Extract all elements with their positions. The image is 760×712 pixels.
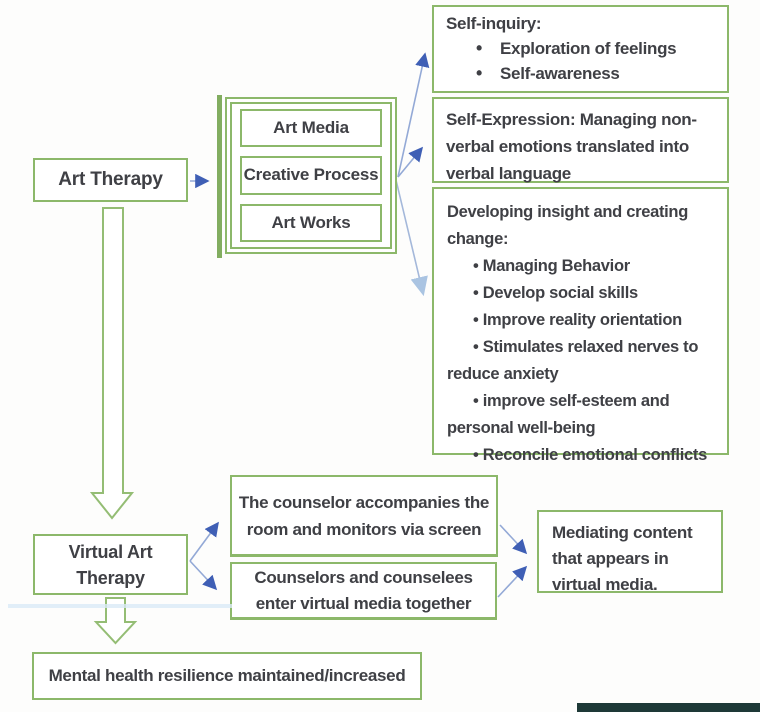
scan-streak-artifact xyxy=(8,604,232,608)
process-group-box xyxy=(225,97,397,254)
developing-line: reduce anxiety xyxy=(447,365,559,383)
developing-line: Developing insight and creating xyxy=(447,203,688,221)
arrow-vat-to-counselor-screen xyxy=(190,523,218,561)
counselor-together-box xyxy=(230,562,497,620)
arrow-process-to-self-inquiry xyxy=(398,54,425,177)
developing-line: personal well-being xyxy=(447,419,596,437)
developing-bullet: • Stimulates relaxed nerves to xyxy=(473,334,717,361)
counselor-together-line: Counselors and counselees xyxy=(254,567,473,587)
block-down-arrow-long xyxy=(92,208,132,518)
process-group-inner-box xyxy=(230,102,392,249)
scan-artifact-bar xyxy=(577,703,760,712)
developing-bullet: • Managing Behavior xyxy=(473,253,717,280)
mediating-line: virtual media. xyxy=(552,575,658,594)
arrow-process-to-self-expression xyxy=(398,148,422,177)
counselor-screen-line: room and monitors via screen xyxy=(246,519,482,539)
arrow-vat-to-counselor-together xyxy=(190,561,216,589)
developing-bullet: • improve self-esteem and xyxy=(473,388,717,415)
developing-bullet: • Reconcile emotional conflicts xyxy=(473,442,717,469)
developing-bullet: • Develop social skills xyxy=(473,280,717,307)
virtual-art-therapy-line: Therapy xyxy=(76,567,145,588)
developing-bullet: • Improve reality orientation xyxy=(473,307,717,334)
mediating-line: that appears in xyxy=(552,549,669,568)
virtual-art-therapy-line: Virtual Art xyxy=(68,541,153,562)
self-inquiry-bullet: • Exploration of feelings xyxy=(476,36,715,61)
self-expression-line: Self-Expression: Managing non- xyxy=(446,110,697,129)
developing-insight-box xyxy=(432,187,729,464)
process-item-art-works: Art Works xyxy=(240,204,382,242)
process-item-creative-process: Creative Process xyxy=(240,156,382,194)
counselor-screen-box xyxy=(230,475,498,557)
self-inquiry-title: Self-inquiry: xyxy=(446,14,542,33)
self-inquiry-box xyxy=(432,5,729,93)
mediating-line: Mediating content xyxy=(552,523,693,542)
arrow-process-to-developing xyxy=(396,180,423,293)
developing-line: change: xyxy=(447,230,509,248)
self-expression-line: verbal language xyxy=(446,164,571,183)
outcome-box xyxy=(32,652,422,700)
virtual-art-therapy-box xyxy=(33,534,188,595)
art-therapy-label: Art Therapy xyxy=(58,169,163,190)
self-inquiry-bullet: • Self-awareness xyxy=(476,61,715,86)
self-expression-line: verbal emotions translated into xyxy=(446,137,689,156)
outcome-label: Mental health resilience maintained/increased xyxy=(48,666,406,685)
art-therapy-box xyxy=(33,158,188,202)
process-item-art-media: Art Media xyxy=(240,109,382,147)
process-group-side-bar xyxy=(217,95,222,258)
arrow-together-to-mediating xyxy=(498,567,526,597)
self-expression-box xyxy=(432,97,729,183)
counselor-screen-line: The counselor accompanies the xyxy=(238,492,490,512)
counselor-together-line: enter virtual media together xyxy=(255,593,472,613)
mediating-content-box xyxy=(537,510,723,593)
arrow-screen-to-mediating xyxy=(500,525,526,553)
